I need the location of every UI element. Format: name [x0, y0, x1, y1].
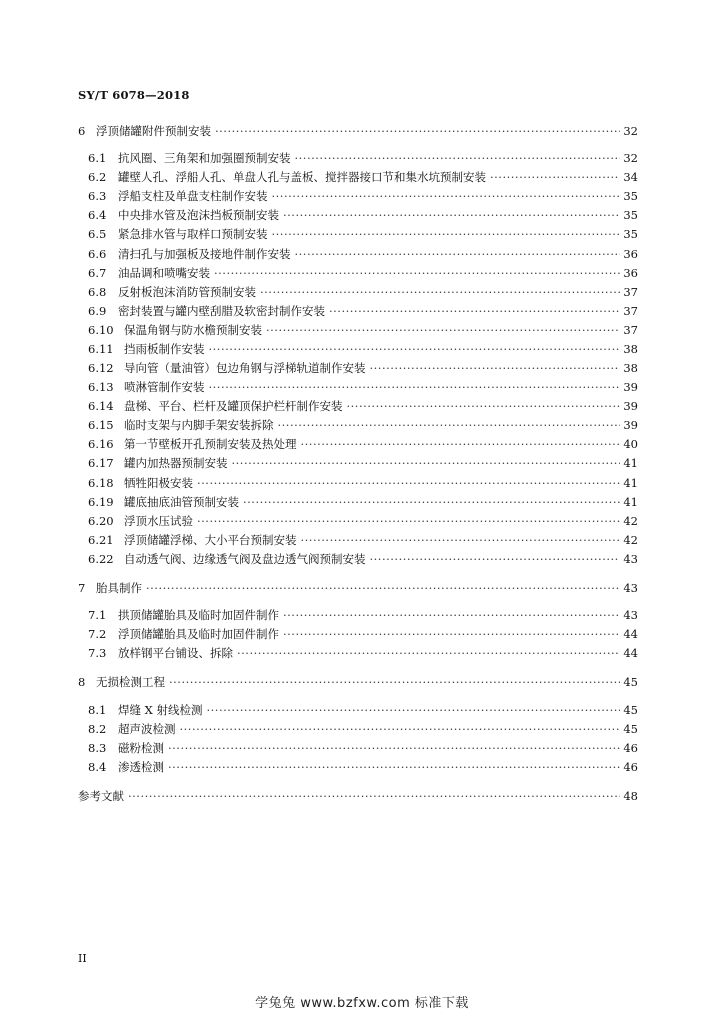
toc-entry-number: 6.12 — [88, 361, 114, 375]
toc-entry[interactable] — [0, 512, 724, 531]
toc-entry-number: 6.4 — [88, 208, 107, 222]
dot-leader — [207, 701, 621, 720]
dot-leader — [301, 435, 621, 454]
toc-entry-number: 6.6 — [88, 247, 107, 261]
toc-entry-number: 7 — [78, 581, 86, 595]
toc-entry-number: 6.2 — [88, 170, 107, 184]
dot-leader — [197, 512, 620, 531]
toc-entry-number: 6.21 — [88, 533, 114, 547]
toc-entry-page: 43 — [623, 608, 638, 622]
toc-entry-page: 41 — [623, 495, 638, 509]
toc-entry-number: 6 — [78, 124, 86, 138]
toc-entry-title: 罐壁人孔、浮船人孔、单盘人孔与盖板、搅拌器接口节和集水坑预制安装 — [118, 170, 486, 184]
toc-entry[interactable] — [0, 606, 724, 625]
toc-entry-page: 44 — [623, 646, 638, 660]
dot-leader — [301, 531, 621, 550]
toc-entry-number: 6.1 — [88, 151, 107, 165]
toc-entry-title: 喷淋管制作安装 — [124, 380, 205, 394]
toc-entry-title: 浮顶水压试验 — [124, 514, 193, 528]
toc-entry-title: 清扫孔与加强板及接地件制作安装 — [118, 247, 291, 261]
toc-entry-number: 6.3 — [88, 189, 107, 203]
dot-leader — [347, 397, 621, 416]
toc-entry[interactable] — [0, 225, 724, 244]
toc-entry-number: 6.9 — [88, 304, 107, 318]
toc-entry-title: 临时支架与内脚手架安装拆除 — [124, 418, 274, 432]
toc-entry[interactable] — [0, 531, 724, 550]
toc-entry-title: 紧急排水管与取样口预制安装 — [118, 227, 268, 241]
toc-entry-title: 浮顶储罐附件预制安装 — [96, 124, 211, 138]
toc-entry[interactable] — [0, 168, 724, 187]
dot-leader — [295, 149, 621, 168]
toc-entry-page: 48 — [623, 789, 638, 803]
toc-entry[interactable] — [0, 739, 724, 758]
toc-entry-page: 45 — [623, 675, 638, 689]
toc-entry-page: 39 — [623, 418, 638, 432]
toc-entry-number: 6.19 — [88, 495, 114, 509]
toc-entry[interactable] — [0, 321, 724, 340]
toc-entry[interactable] — [0, 122, 724, 141]
toc-entry-page: 45 — [623, 703, 638, 717]
toc-entry[interactable] — [0, 644, 724, 663]
toc-entry-title: 浮顶储罐浮梯、大小平台预制安装 — [124, 533, 297, 547]
toc-entry[interactable] — [0, 701, 724, 720]
dot-leader — [272, 187, 621, 206]
toc-entry[interactable] — [0, 673, 724, 692]
toc-entry-number: 8.3 — [88, 741, 107, 755]
page-number: II — [78, 952, 87, 965]
toc-entry-page: 35 — [623, 189, 638, 203]
toc-entry-page: 38 — [623, 361, 638, 375]
toc-entry-title: 磁粉检测 — [118, 741, 164, 755]
dot-leader — [168, 739, 620, 758]
toc-entry-number: 7.2 — [88, 627, 107, 641]
toc-entry-page: 34 — [623, 170, 638, 184]
toc-entry[interactable] — [0, 787, 724, 806]
dot-leader — [215, 122, 620, 141]
toc-entry[interactable] — [0, 720, 724, 739]
toc-entry[interactable] — [0, 187, 724, 206]
toc-entry[interactable] — [0, 340, 724, 359]
dot-leader — [128, 787, 620, 806]
dot-leader — [295, 245, 621, 264]
dot-leader — [169, 673, 620, 692]
toc-entry-title: 密封装置与罐内壁刮腊及软密封制作安装 — [118, 304, 325, 318]
toc-entry-number: 6.22 — [88, 552, 114, 566]
toc-entry-page: 44 — [623, 627, 638, 641]
toc-entry-number: 6.15 — [88, 418, 114, 432]
dot-leader — [370, 359, 621, 378]
toc-entry-title: 自动透气阀、边缘透气阀及盘边透气阀预制安装 — [124, 552, 366, 566]
toc-entry[interactable] — [0, 416, 724, 435]
toc-entry-number: 8.4 — [88, 760, 107, 774]
dot-leader — [278, 416, 621, 435]
toc-entry-number: 6.7 — [88, 266, 107, 280]
toc-entry-page: 41 — [623, 456, 638, 470]
toc-entry[interactable] — [0, 454, 724, 473]
toc-entry-title: 焊缝 X 射线检测 — [118, 703, 203, 717]
dot-leader — [197, 474, 620, 493]
toc-entry-number: 6.5 — [88, 227, 107, 241]
toc-entry-page: 36 — [623, 247, 638, 261]
toc-entry[interactable] — [0, 302, 724, 321]
toc-entry-page: 42 — [623, 533, 638, 547]
toc-entry-number: 8.1 — [88, 703, 107, 717]
toc-entry[interactable] — [0, 245, 724, 264]
toc-entry-page: 42 — [623, 514, 638, 528]
toc-entry-title: 导向管（量油管）包边角钢与浮梯轨道制作安装 — [124, 361, 366, 375]
dot-leader — [283, 606, 620, 625]
toc-entry-title: 浮顶储罐胎具及临时加固件制作 — [118, 627, 279, 641]
dot-leader — [243, 493, 620, 512]
toc-entry[interactable] — [0, 758, 724, 777]
dot-leader — [370, 550, 621, 569]
toc-entry[interactable] — [0, 550, 724, 569]
dot-leader — [146, 579, 620, 598]
toc-entry[interactable] — [0, 625, 724, 644]
dot-leader — [283, 625, 620, 644]
toc-entry-number: 8 — [78, 675, 86, 689]
toc-entry[interactable] — [0, 579, 724, 598]
dot-leader — [237, 644, 620, 663]
toc-entry-title: 参考文献 — [78, 789, 124, 803]
toc-entry-title: 胎具制作 — [96, 581, 142, 595]
toc-entry-title: 盘梯、平台、栏杆及罐顶保护栏杆制作安装 — [124, 399, 343, 413]
dot-leader — [214, 264, 620, 283]
toc-entry-title: 罐内加热器预制安装 — [124, 456, 228, 470]
toc-entry-page: 43 — [623, 581, 638, 595]
toc-entry-page: 45 — [623, 722, 638, 736]
toc-entry-page: 37 — [623, 285, 638, 299]
toc-entry-title: 超声波检测 — [118, 722, 176, 736]
toc-entry[interactable] — [0, 264, 724, 283]
dot-leader — [232, 454, 621, 473]
toc-entry[interactable] — [0, 435, 724, 454]
toc-entry[interactable] — [0, 474, 724, 493]
toc-entry[interactable] — [0, 378, 724, 397]
toc-entry-page: 32 — [623, 124, 638, 138]
toc-entry[interactable] — [0, 397, 724, 416]
toc-entry[interactable] — [0, 283, 724, 302]
dot-leader — [209, 378, 621, 397]
toc-entry-number: 6.20 — [88, 514, 114, 528]
toc-entry-number: 6.11 — [88, 342, 114, 356]
toc-entry-title: 放样钢平台铺设、拆除 — [118, 646, 233, 660]
dot-leader — [209, 340, 621, 359]
toc-entry-title: 浮船支柱及单盘支柱制作安装 — [118, 189, 268, 203]
dot-leader — [180, 720, 621, 739]
toc-entry-title: 反射板泡沫消防管预制安装 — [118, 285, 256, 299]
toc-entry-page: 46 — [623, 741, 638, 755]
dot-leader — [168, 758, 620, 777]
toc-entry-title: 抗风圈、三角架和加强圈预制安装 — [118, 151, 291, 165]
toc-entry-number: 8.2 — [88, 722, 107, 736]
standard-code-header: SY/T 6078—2018 — [78, 88, 190, 102]
toc-entry[interactable] — [0, 149, 724, 168]
toc-entry-page: 37 — [623, 323, 638, 337]
toc-entry[interactable] — [0, 359, 724, 378]
toc-entry-title: 第一节壁板开孔预制安装及热处理 — [124, 437, 297, 451]
toc-entry-title: 罐底抽底油管预制安装 — [124, 495, 239, 509]
toc-entry-number: 6.18 — [88, 476, 114, 490]
toc-entry-number: 7.3 — [88, 646, 107, 660]
toc-entry-page: 39 — [623, 399, 638, 413]
toc-entry-page: 46 — [623, 760, 638, 774]
toc-entry-title: 牺牲阳极安装 — [124, 476, 193, 490]
toc-entry-title: 挡雨板制作安装 — [124, 342, 205, 356]
toc-entry-title: 拱顶储罐胎具及临时加固件制作 — [118, 608, 279, 622]
toc-entry-page: 41 — [623, 476, 638, 490]
toc-entry-number: 6.17 — [88, 456, 114, 470]
dot-leader — [272, 225, 621, 244]
toc-entry-title: 无损检测工程 — [96, 675, 165, 689]
toc-entry-number: 6.16 — [88, 437, 114, 451]
toc-entry-page: 43 — [623, 552, 638, 566]
toc-entry-number: 7.1 — [88, 608, 107, 622]
watermark-text: 学兔兔 www.bzfxw.com 标准下载 — [255, 996, 469, 1011]
toc-entry-page: 38 — [623, 342, 638, 356]
toc-entry-page: 39 — [623, 380, 638, 394]
dot-leader — [490, 168, 620, 187]
toc-entry[interactable] — [0, 206, 724, 225]
dot-leader — [283, 206, 620, 225]
toc-entry-page: 36 — [623, 266, 638, 280]
toc-entry-number: 6.10 — [88, 323, 114, 337]
toc-entry-page: 40 — [623, 437, 638, 451]
dot-leader — [260, 283, 620, 302]
dot-leader — [329, 302, 620, 321]
toc-entry-number: 6.13 — [88, 380, 114, 394]
toc-entry-title: 保温角钢与防水檐预制安装 — [124, 323, 262, 337]
toc-entry-title: 油品调和喷嘴安装 — [118, 266, 210, 280]
toc-entry-page: 32 — [623, 151, 638, 165]
toc-entry-number: 6.8 — [88, 285, 107, 299]
toc-entry[interactable] — [0, 493, 724, 512]
toc-entry-page: 35 — [623, 208, 638, 222]
toc-entry-title: 渗透检测 — [118, 760, 164, 774]
dot-leader — [266, 321, 620, 340]
toc-entry-number: 6.14 — [88, 399, 114, 413]
toc-entry-title: 中央排水管及泡沫挡板预制安装 — [118, 208, 279, 222]
toc-entry-page: 35 — [623, 227, 638, 241]
toc-entry-page: 37 — [623, 304, 638, 318]
